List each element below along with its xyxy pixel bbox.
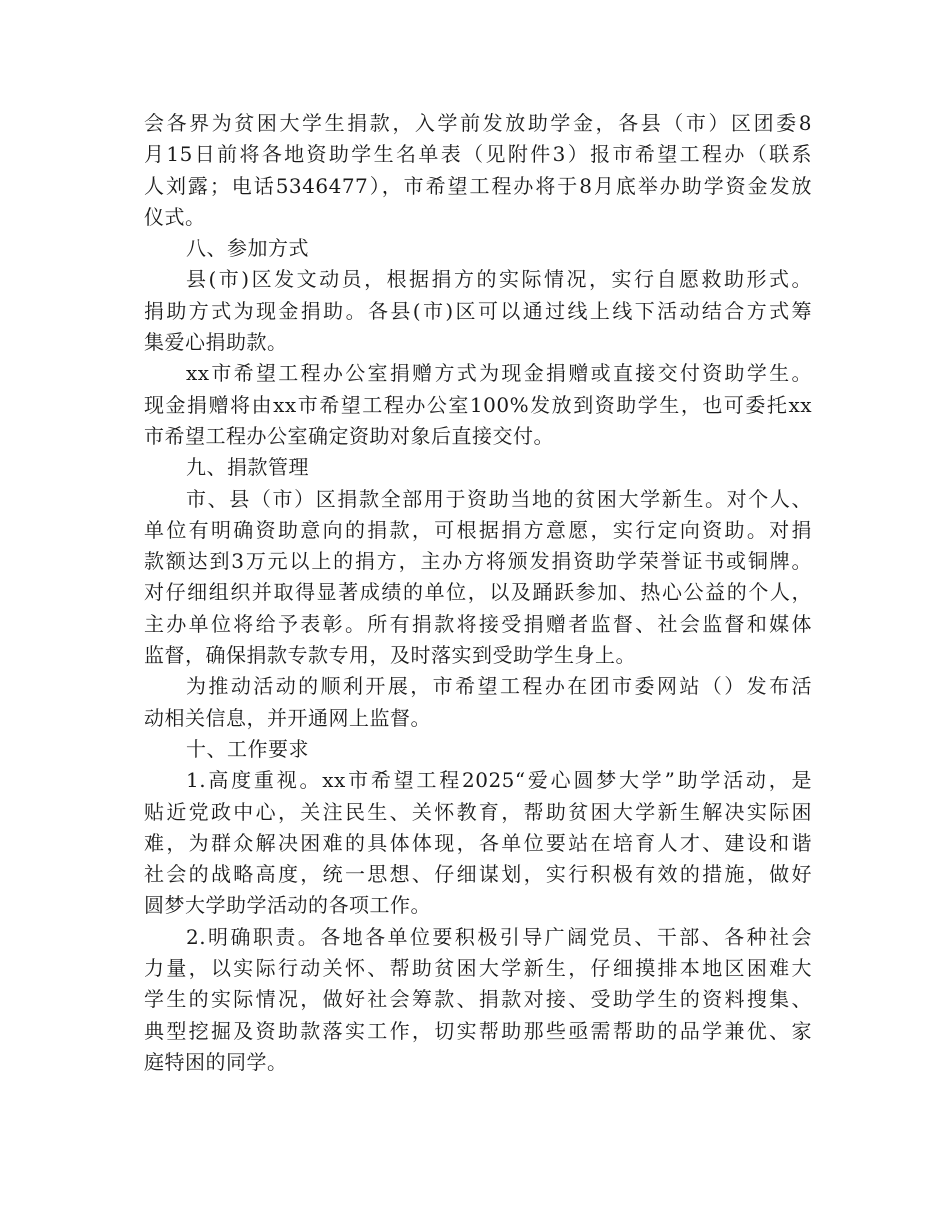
text-line: 月15日前将各地资助学生名单表（见附件3）报市希望工程办（联系 bbox=[144, 142, 812, 167]
text-line: xx市希望工程办公室捐赠方式为现金捐赠或直接交付资助学生。 bbox=[186, 361, 812, 386]
text-line: 典型挖掘及资助款落实工作，切实帮助那些亟需帮助的品学兼优、家 bbox=[144, 1018, 812, 1043]
section-heading: 十、工作要求 bbox=[186, 736, 309, 761]
section-heading: 九、捐款管理 bbox=[186, 455, 309, 480]
text-line: 力量，以实际行动关怀、帮助贫困大学新生，仔细摸排本地区困难大 bbox=[144, 956, 812, 981]
document-page bbox=[144, 108, 812, 1078]
text-line: 县(市)区发文动员，根据捐方的实际情况，实行自愿救助形式。 bbox=[186, 267, 812, 292]
text-line: 庭特困的同学。 bbox=[144, 1049, 288, 1074]
text-line: 圆梦大学助学活动的各项工作。 bbox=[144, 893, 431, 918]
text-line: 社会的战略高度，统一思想、仔细谋划，实行积极有效的措施，做好 bbox=[144, 862, 812, 887]
text-line: 捐助方式为现金捐助。各县(市)区可以通过线上线下活动结合方式筹 bbox=[144, 298, 812, 323]
text-line: 学生的实际情况，做好社会筹款、捐款对接、受助学生的资料搜集、 bbox=[144, 987, 812, 1012]
text-line: 监督，确保捐款专款专用，及时落实到受助学生身上。 bbox=[144, 643, 636, 668]
text-line: 为推动活动的顺利开展，市希望工程办在团市委网站（）发布活 bbox=[186, 674, 812, 699]
text-line: 2.明确职责。各地各单位要积极引导广阔党员、干部、各种社会 bbox=[186, 924, 812, 949]
text-line: 动相关信息，并开通网上监督。 bbox=[144, 705, 431, 730]
text-line: 市、县（市）区捐款全部用于资助当地的贫困大学新生。对个人、 bbox=[186, 486, 812, 511]
text-line: 难，为群众解决困难的具体体现，各单位要站在培育人才、建设和谐 bbox=[144, 830, 812, 855]
text-line: 单位有明确资助意向的捐款，可根据捐方意愿，实行定向资助。对捐 bbox=[144, 517, 812, 542]
text-line: 现金捐赠将由xx市希望工程办公室100%发放到资助学生，也可委托xx bbox=[144, 392, 812, 417]
text-line: 1.高度重视。xx市希望工程2025“爱心圆梦大学”助学活动，是 bbox=[186, 768, 812, 793]
text-line: 对仔细组织并取得显著成绩的单位，以及踊跃参加、热心公益的个人， bbox=[144, 580, 812, 605]
section-heading: 八、参加方式 bbox=[186, 236, 309, 261]
text-line: 仪式。 bbox=[144, 204, 206, 229]
text-line: 款额达到3万元以上的捐方，主办方将颁发捐资助学荣誉证书或铜牌。 bbox=[144, 549, 812, 574]
text-line: 集爱心捐助款。 bbox=[144, 330, 288, 355]
text-line: 市希望工程办公室确定资助对象后直接交付。 bbox=[144, 423, 554, 448]
text-line: 人刘露；电话5346477），市希望工程办将于8月底举办助学资金发放 bbox=[144, 173, 812, 198]
text-line: 主办单位将给予表彰。所有捐款将接受捐赠者监督、社会监督和媒体 bbox=[144, 611, 812, 636]
text-line: 贴近党政中心，关注民生、关怀教育，帮助贫困大学新生解决实际困 bbox=[144, 799, 812, 824]
text-line: 会各界为贫困大学生捐款，入学前发放助学金，各县（市）区团委8 bbox=[144, 111, 812, 135]
